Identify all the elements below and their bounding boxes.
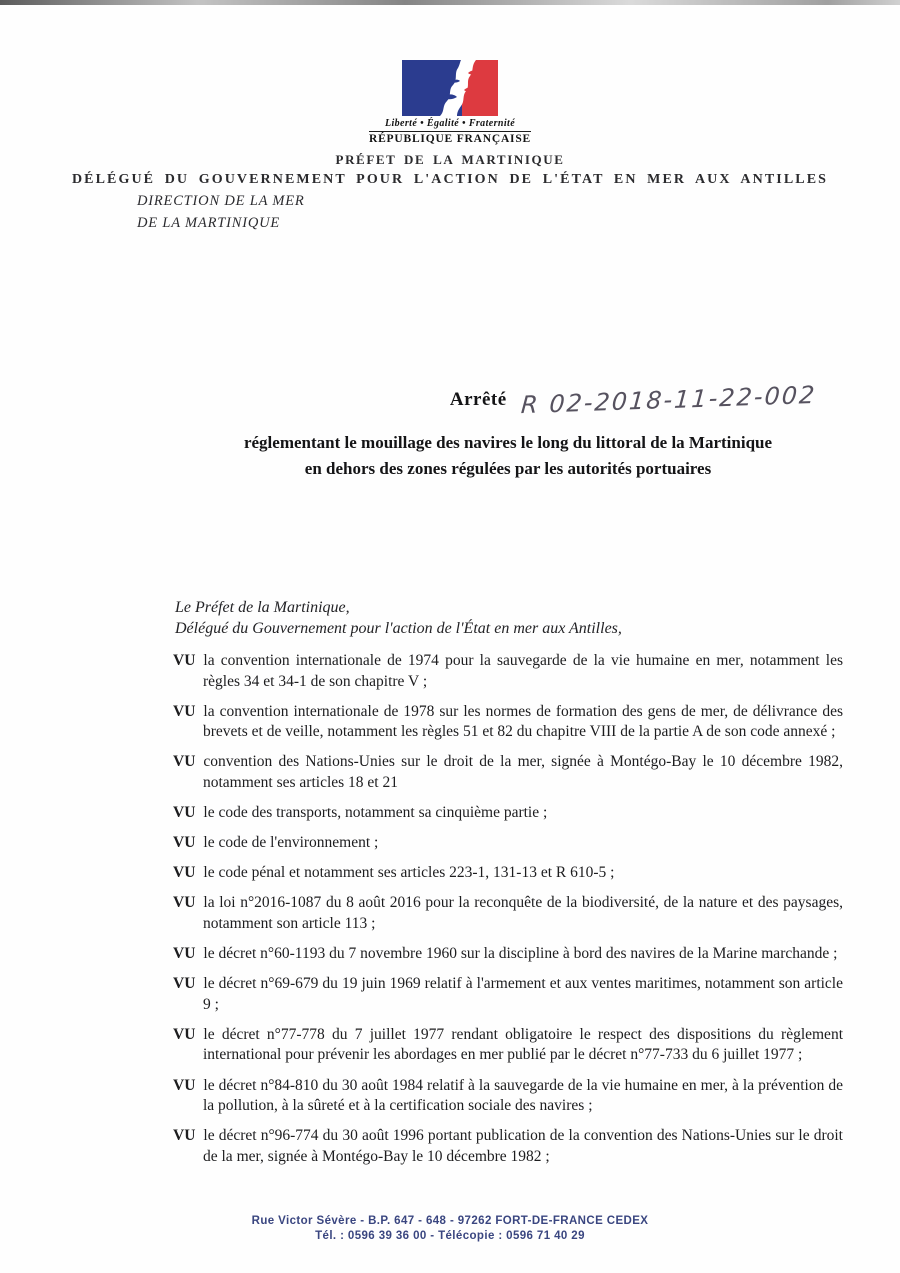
scanner-edge-shadow bbox=[0, 0, 900, 5]
vu-clause bbox=[173, 752, 843, 793]
vu-clause bbox=[173, 974, 843, 1015]
vu-label: VU bbox=[173, 945, 196, 963]
arrete-number-handwritten: R 02-2018-11-22-002 bbox=[519, 380, 818, 420]
vu-text: la convention internationale de 1978 sur les normes de formation des gens de mer, de délivrance des brevets et de veille, notamment les règles 51 et 82 du chapitre VIII de la partie A de son code annexé ; bbox=[203, 702, 843, 741]
delegue-title: DÉLÉGUÉ DU GOUVERNEMENT POUR L'ACTION DE L'ÉTAT EN MER AUX ANTILLES bbox=[71, 172, 829, 187]
vu-label: VU bbox=[173, 753, 196, 771]
vu-clause bbox=[173, 893, 843, 934]
preamble bbox=[175, 597, 843, 639]
footer-address bbox=[0, 1214, 900, 1244]
republique-francaise-logo bbox=[369, 60, 531, 145]
decree-subtitle bbox=[172, 430, 844, 482]
vu-text: convention des Nations-Unies sur le droit de la mer, signée à Montégo-Bay le 10 décembre 1982, notamment ses articles 18 et 21 bbox=[203, 753, 843, 791]
decree-title-block bbox=[172, 380, 844, 482]
vu-clause bbox=[173, 944, 843, 965]
vu-text: la loi n°2016-1087 du 8 août 2016 pour la reconquête de la biodiversité, de la nature et des paysages, notamment son article 113 ; bbox=[203, 894, 843, 932]
vu-label: VU bbox=[173, 1127, 196, 1145]
vu-text: le décret n°77-778 du 7 juillet 1977 rendant obligatoire le respect des dispositions du règlement international pour prévenir les abordages en mer publié par le décret n°77-733 du 6 juillet 1977 ; bbox=[203, 1025, 843, 1064]
vu-text: le décret n°84-810 du 30 août 1984 relatif à la sauvegarde de la vie humaine en mer, à la prévention de la pollution, à la sûreté et à la certification sociale des navires ; bbox=[203, 1076, 843, 1115]
document-header bbox=[0, 60, 900, 188]
vu-clause bbox=[173, 803, 843, 824]
vu-clause bbox=[173, 702, 843, 743]
footer-line-1: Rue Victor Sévère - B.P. 647 - 648 - 97262 FORT-DE-FRANCE CEDEX bbox=[251, 1215, 649, 1227]
arrete-line bbox=[172, 380, 844, 424]
vu-label: VU bbox=[173, 1076, 196, 1094]
vu-text: le code de l'environnement ; bbox=[203, 834, 379, 852]
direction-line-2: DE LA MARTINIQUE bbox=[137, 215, 281, 231]
vu-label: VU bbox=[173, 1025, 196, 1043]
vu-text: la convention internationale de 1974 pour la sauvegarde de la vie humaine en mer, notamment les règles 34 et 34-1 de son chapitre V ; bbox=[203, 652, 843, 690]
vu-text: le décret n°69-679 du 19 juin 1969 relatif à l'armement et aux ventes maritimes, notamment son article 9 ; bbox=[203, 975, 843, 1013]
vu-clause bbox=[173, 1076, 843, 1117]
vu-text: le code des transports, notamment sa cinquième partie ; bbox=[203, 804, 548, 822]
vu-label: VU bbox=[173, 894, 196, 912]
preamble-line-1: Le Préfet de la Martinique, bbox=[175, 599, 350, 616]
arrete-label: Arrêté bbox=[449, 389, 507, 410]
vu-clause bbox=[173, 1126, 843, 1167]
logo-republic-label: RÉPUBLIQUE FRANÇAISE bbox=[368, 133, 531, 145]
marianne-flag-icon bbox=[402, 60, 498, 116]
vu-label: VU bbox=[173, 864, 196, 882]
vu-text: le code pénal et notamment ses articles 223-1, 131-13 et R 610-5 ; bbox=[203, 864, 615, 882]
vu-clause bbox=[173, 1025, 843, 1066]
vu-list bbox=[173, 651, 843, 1177]
vu-label: VU bbox=[173, 975, 196, 993]
vu-text: le décret n°60-1193 du 7 novembre 1960 sur la discipline à bord des navires de la Marine marchande ; bbox=[203, 945, 838, 963]
vu-clause bbox=[173, 651, 843, 692]
direction-line-1: DIRECTION DE LA MER bbox=[137, 193, 305, 209]
vu-label: VU bbox=[173, 834, 196, 852]
vu-label: VU bbox=[173, 702, 196, 720]
logo-motto: Liberté • Égalité • Fraternité bbox=[369, 118, 531, 132]
vu-label: VU bbox=[173, 652, 196, 669]
preamble-line-2: Délégué du Gouvernement pour l'action de l'État en mer aux Antilles, bbox=[175, 620, 622, 637]
subtitle-line-1: réglementant le mouillage des navires le long du littoral de la Martinique bbox=[243, 433, 773, 452]
direction-block bbox=[137, 190, 305, 234]
subtitle-line-2: en dehors des zones régulées par les autorités portuaires bbox=[304, 459, 712, 478]
prefet-title: PRÉFET DE LA MARTINIQUE bbox=[335, 152, 565, 167]
vu-clause bbox=[173, 833, 843, 854]
vu-text: le décret n°96-774 du 30 août 1996 portant publication de la convention des Nations-Unies sur le droit de la mer, signée à Montégo-Bay le 10 décembre 1982 ; bbox=[203, 1127, 843, 1165]
footer-line-2: Tél. : 0596 39 36 00 - Télécopie : 0596 71 40 29 bbox=[315, 1230, 585, 1242]
vu-clause bbox=[173, 863, 843, 884]
vu-label: VU bbox=[173, 804, 196, 822]
